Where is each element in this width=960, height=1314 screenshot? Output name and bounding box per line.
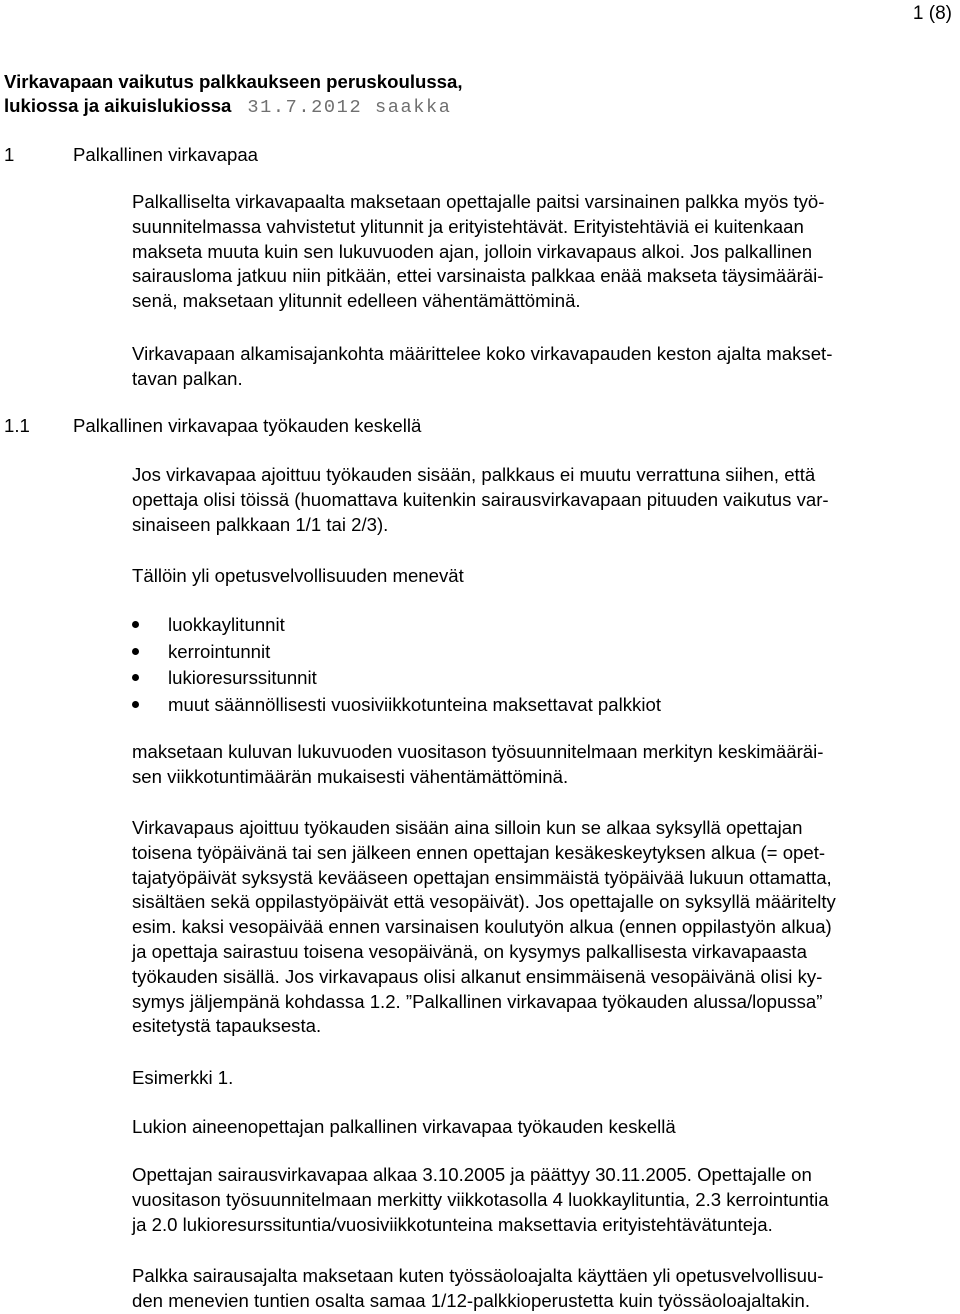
section-number: 1.1 <box>4 415 30 436</box>
text-line: esitetystä tapauksesta. <box>132 1015 322 1037</box>
text-line: senä, maksetaan ylitunnit edelleen vähentämättöminä. <box>132 290 581 312</box>
list-item-text: muut säännöllisesti vuosiviikkotunteina maksettavat palkkiot <box>168 693 661 715</box>
text-line: vuositason työsuunnitelmaan merkitty viikkotasolla 4 luokkaylituntia, 2.3 kerrointuntia <box>132 1188 829 1210</box>
page-number: 1 (8) <box>912 3 952 24</box>
text-line: suunnitelmassa vahvistetut ylitunnit ja erityistehtävät. Erityistehtäviä ei kuitenkaan <box>132 215 804 237</box>
title-line-2-text: lukiossa ja aikuislukiossa <box>4 94 232 116</box>
list-item <box>132 665 932 692</box>
example-pay-paragraph <box>132 1264 960 1314</box>
list-item <box>132 692 932 719</box>
bullet-icon <box>132 701 139 708</box>
title-line-2 <box>4 94 463 120</box>
text-line: Palkka sairausajalta maksetaan kuten työssäoloajalta käyttäen yli opetusvelvollisuu- <box>132 1265 824 1286</box>
text-line: toisena työpäivänä tai sen jälkeen ennen opettajan kesäkeskeytyksen alkua (= opet- <box>132 841 826 863</box>
text-line: Virkavapaan alkamisajankohta määrittelee koko virkavapauden keston ajalta makset- <box>132 343 833 364</box>
list-item <box>132 612 932 639</box>
text-line: Opettajan sairausvirkavapaa alkaa 3.10.2005 ja päättyy 30.11.2005. Opettajalle on <box>132 1164 812 1185</box>
section-1-paragraph-2 <box>132 342 960 392</box>
text-line: ja 2.0 lukioresurssituntia/vuosiviikkotunteina maksettavia erityistehtävätunteja. <box>132 1213 773 1235</box>
text-line: Jos virkavapaa ajoittuu työkauden sisään, palkkaus ei muutu verrattuna siihen, että <box>132 464 816 485</box>
after-list-paragraph <box>132 740 960 790</box>
bullet-icon <box>132 674 139 681</box>
list-item-text: lukioresurssitunnit <box>168 667 317 688</box>
section-1-1-paragraph-3 <box>132 816 960 1039</box>
section-1-paragraph-1 <box>132 190 960 314</box>
section-1-heading <box>4 143 258 168</box>
example-label: Esimerkki 1. <box>132 1067 234 1088</box>
section-1-1-intro <box>132 463 960 537</box>
text-line: Palkalliselta virkavapaalta maksetaan opettajalle paitsi varsinainen palkka myös työ- <box>132 191 825 212</box>
text-line: sairausloma jatkuu niin pitkään, ettei varsinaista palkkaa enää makseta täysimääräi- <box>132 265 824 287</box>
text-line: tajatyöpäivät syksystä kevääseen opettajan ensimmäistä työpäivää lukuun ottamatta, <box>132 866 832 888</box>
list-item-text: luokkaylitunnit <box>168 614 285 635</box>
section-1-1-heading <box>4 414 421 439</box>
example-title: Lukion aineenopettajan palkallinen virkavapaa työkauden keskellä <box>132 1116 676 1137</box>
list-intro: Tällöin yli opetusvelvollisuuden menevät <box>132 565 464 586</box>
section-title: Palkallinen virkavapaa työkauden keskellä <box>73 415 422 436</box>
text-line: tavan palkan. <box>132 367 243 389</box>
text-line: makseta muuta kuin sen lukuvuoden ajan, jolloin virkavapaus alkoi. Jos palkallinen <box>132 240 813 262</box>
text-line: sisältäen sekä oppilastyöpäivät että vesopäivät). Jos opettajalle on syksyllä määritelty <box>132 891 836 913</box>
list-item-text: kerrointunnit <box>168 640 271 662</box>
text-line: maksetaan kuluvan lukuvuoden vuositason työsuunnitelmaan merkityn keskimääräi- <box>132 741 824 762</box>
text-line: Virkavapaus ajoittuu työkauden sisään aina silloin kun se alkaa syksyllä opettajan <box>132 817 803 838</box>
bullet-icon <box>132 621 139 628</box>
document-title <box>4 70 463 119</box>
title-line-1: Virkavapaan vaikutus palkkaukseen peruskoulussa, <box>4 71 463 92</box>
list-item <box>132 639 932 666</box>
date-stamp: 31.7.2012 saakka <box>247 96 452 118</box>
text-line: sinaiseen palkkaan 1/1 tai 2/3). <box>132 513 389 535</box>
text-line: sen viikkotuntimäärän mukaisesti vähentämättöminä. <box>132 765 569 787</box>
text-line: työkauden sisällä. Jos virkavapaus olisi alkanut ensimmäisenä vesopäivänä olisi ky- <box>132 965 823 987</box>
text-line: opettaja olisi töissä (huomattava kuitenkin sairausvirkavapaan pituuden vaikutus var- <box>132 488 829 510</box>
text-line: ja opettaja sairastuu toisena vesopäivänä, on kysymys palkallisesta virkavapaasta <box>132 940 807 962</box>
bullet-list <box>132 612 932 718</box>
example-paragraph <box>132 1163 960 1237</box>
section-title: Palkallinen virkavapaa <box>73 144 259 165</box>
section-number: 1 <box>4 144 15 165</box>
text-line: den menevien tuntien osalta samaa 1/12-palkkioperustetta kuin työssäoloajaltakin. <box>132 1289 811 1311</box>
text-line: esim. kaksi vesopäivää ennen varsinaisen koulutyön alkua (ennen oppilastyön alkua) <box>132 916 832 938</box>
bullet-icon <box>132 648 139 655</box>
text-line: symys jäljempänä kohdassa 1.2. ”Palkallinen virkavapaa työkauden alussa/lopussa” <box>132 990 823 1012</box>
